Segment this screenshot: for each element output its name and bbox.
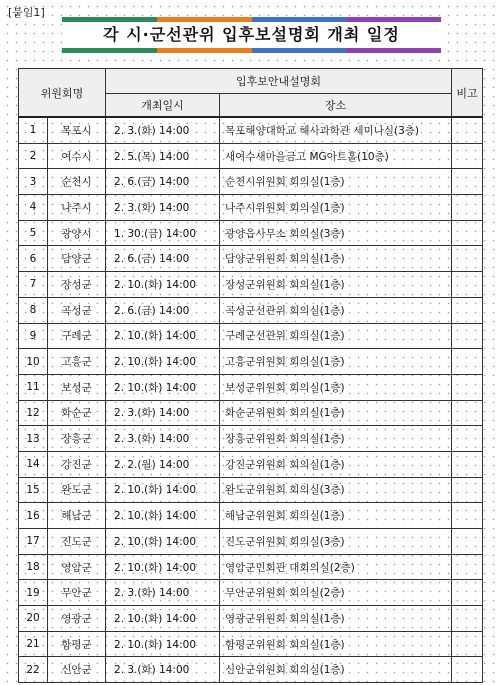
session-datetime: 2. 6.(금) 14:00 (106, 169, 220, 195)
committee-name: 나주시 (48, 195, 106, 221)
session-place: 고흥군위원회 회의실(1층) (220, 349, 452, 375)
row-number: 4 (19, 195, 48, 221)
table-row (19, 349, 483, 375)
row-number: 11 (19, 374, 48, 400)
table-row (19, 657, 483, 683)
row-number: 2 (19, 143, 48, 169)
committee-name: 구례군 (48, 323, 106, 349)
table-row (19, 606, 483, 632)
title-box (62, 17, 441, 53)
committee-name: 광양시 (48, 220, 106, 246)
session-datetime: 2. 10.(화) 14:00 (106, 323, 220, 349)
note-cell (452, 272, 483, 298)
table-row (19, 580, 483, 606)
note-cell (452, 657, 483, 683)
table-row (19, 400, 483, 426)
note-cell (452, 297, 483, 323)
committee-name: 함평군 (48, 631, 106, 657)
session-datetime: 2. 10.(화) 14:00 (106, 631, 220, 657)
table-row (19, 297, 483, 323)
committee-name: 강진군 (48, 451, 106, 477)
row-number: 14 (19, 451, 48, 477)
session-datetime: 2. 10.(화) 14:00 (106, 503, 220, 529)
session-place: 구례군선관위 회의실(1층) (220, 323, 452, 349)
session-datetime: 2. 3.(화) 14:00 (106, 195, 220, 221)
note-cell (452, 220, 483, 246)
note-cell (452, 246, 483, 272)
note-cell (452, 426, 483, 452)
session-datetime: 2. 10.(화) 14:00 (106, 529, 220, 555)
committee-name: 영광군 (48, 606, 106, 632)
session-place: 담양군위원회 회의실(1층) (220, 246, 452, 272)
row-number: 22 (19, 657, 48, 683)
session-place: 무안군위원회 회의실(2층) (220, 580, 452, 606)
table-row (19, 246, 483, 272)
session-datetime: 2. 3.(화) 14:00 (106, 580, 220, 606)
table-row (19, 195, 483, 221)
session-place: 장성군위원회 회의실(1층) (220, 272, 452, 298)
session-place: 영광군위원회 회의실(1층) (220, 606, 452, 632)
committee-name: 무안군 (48, 580, 106, 606)
committee-name: 순천시 (48, 169, 106, 195)
session-place: 영암군민회관 대회의실(2층) (220, 554, 452, 580)
row-number: 20 (19, 606, 48, 632)
session-datetime: 2. 3.(화) 14:00 (106, 400, 220, 426)
session-datetime: 2. 3.(화) 14:00 (106, 426, 220, 452)
row-number: 8 (19, 297, 48, 323)
session-place: 진도군위원회 회의실(3층) (220, 529, 452, 555)
row-number: 6 (19, 246, 48, 272)
header-datetime: 개최일시 (106, 94, 220, 118)
table-row (19, 169, 483, 195)
session-datetime: 2. 10.(화) 14:00 (106, 606, 220, 632)
header-place: 장소 (220, 94, 452, 118)
committee-name: 영암군 (48, 554, 106, 580)
row-number: 21 (19, 631, 48, 657)
header-note: 비고 (452, 69, 483, 118)
session-datetime: 2. 3.(화) 14:00 (106, 117, 220, 143)
note-cell (452, 503, 483, 529)
table-row (19, 220, 483, 246)
session-place: 화순군위원회 회의실(1층) (220, 400, 452, 426)
note-cell (452, 117, 483, 143)
schedule-table (18, 68, 483, 683)
note-cell (452, 195, 483, 221)
title-color-bar-bottom (62, 48, 441, 53)
committee-name: 해남군 (48, 503, 106, 529)
committee-name: 진도군 (48, 529, 106, 555)
session-datetime: 2. 10.(화) 14:00 (106, 349, 220, 375)
note-cell (452, 169, 483, 195)
row-number: 18 (19, 554, 48, 580)
session-datetime: 2. 6.(금) 14:00 (106, 246, 220, 272)
committee-name: 담양군 (48, 246, 106, 272)
committee-name: 신안군 (48, 657, 106, 683)
committee-name: 고흥군 (48, 349, 106, 375)
session-place: 목포해양대학교 해사과학관 세미나실(3층) (220, 117, 452, 143)
row-number: 12 (19, 400, 48, 426)
schedule-rows (19, 117, 483, 683)
session-place: 해남군위원회 회의실(1층) (220, 503, 452, 529)
session-datetime: 2. 10.(화) 14:00 (106, 374, 220, 400)
table-row (19, 554, 483, 580)
note-cell (452, 554, 483, 580)
committee-name: 장흥군 (48, 426, 106, 452)
row-number: 16 (19, 503, 48, 529)
table-row (19, 426, 483, 452)
table-row (19, 117, 483, 143)
session-place: 새여수새마을금고 MG아트홀(10층) (220, 143, 452, 169)
session-place: 곡성군선관위 회의실(1층) (220, 297, 452, 323)
row-number: 3 (19, 169, 48, 195)
row-number: 15 (19, 477, 48, 503)
schedule-table-wrap (18, 68, 482, 683)
table-row (19, 503, 483, 529)
note-cell (452, 400, 483, 426)
session-datetime: 2. 10.(화) 14:00 (106, 477, 220, 503)
session-datetime: 2. 2.(월) 14:00 (106, 451, 220, 477)
committee-name: 곡성군 (48, 297, 106, 323)
row-number: 13 (19, 426, 48, 452)
table-row (19, 631, 483, 657)
committee-name: 장성군 (48, 272, 106, 298)
session-place: 광양읍사무소 회의실(3층) (220, 220, 452, 246)
row-number: 1 (19, 117, 48, 143)
note-cell (452, 477, 483, 503)
annex-label: [붙임1] (8, 6, 45, 19)
session-datetime: 1. 30.(금) 14:00 (106, 220, 220, 246)
committee-name: 화순군 (48, 400, 106, 426)
session-datetime: 2. 3.(화) 14:00 (106, 657, 220, 683)
note-cell (452, 631, 483, 657)
session-datetime: 2. 5.(목) 14:00 (106, 143, 220, 169)
committee-name: 보성군 (48, 374, 106, 400)
table-row (19, 272, 483, 298)
header-session: 입후보안내설명회 (106, 69, 452, 94)
row-number: 9 (19, 323, 48, 349)
row-number: 17 (19, 529, 48, 555)
note-cell (452, 349, 483, 375)
row-number: 5 (19, 220, 48, 246)
session-datetime: 2. 10.(화) 14:00 (106, 272, 220, 298)
session-place: 신안군위원회 회의실(1층) (220, 657, 452, 683)
table-row (19, 323, 483, 349)
note-cell (452, 451, 483, 477)
table-row (19, 451, 483, 477)
session-datetime: 2. 10.(화) 14:00 (106, 554, 220, 580)
note-cell (452, 580, 483, 606)
table-row (19, 374, 483, 400)
session-place: 보성군위원회 회의실(1층) (220, 374, 452, 400)
table-row (19, 143, 483, 169)
note-cell (452, 323, 483, 349)
committee-name: 여수시 (48, 143, 106, 169)
session-place: 장흥군위원회 회의실(1층) (220, 426, 452, 452)
note-cell (452, 374, 483, 400)
document-title: 각 시·군선관위 입후보설명회 개최 일정 (103, 25, 400, 44)
committee-name: 목포시 (48, 117, 106, 143)
table-row (19, 529, 483, 555)
session-place: 순천시위원회 회의실(1층) (220, 169, 452, 195)
session-place: 강진군위원회 회의실(1층) (220, 451, 452, 477)
row-number: 10 (19, 349, 48, 375)
row-number: 7 (19, 272, 48, 298)
session-place: 나주시위원회 회의실(1층) (220, 195, 452, 221)
committee-name: 완도군 (48, 477, 106, 503)
session-datetime: 2. 6.(금) 14:00 (106, 297, 220, 323)
row-number: 19 (19, 580, 48, 606)
session-place: 완도군위원회 회의실(3층) (220, 477, 452, 503)
note-cell (452, 606, 483, 632)
header-committee: 위원회명 (19, 69, 106, 118)
note-cell (452, 529, 483, 555)
session-place: 함평군위원회 회의실(1층) (220, 631, 452, 657)
note-cell (452, 143, 483, 169)
table-row (19, 477, 483, 503)
